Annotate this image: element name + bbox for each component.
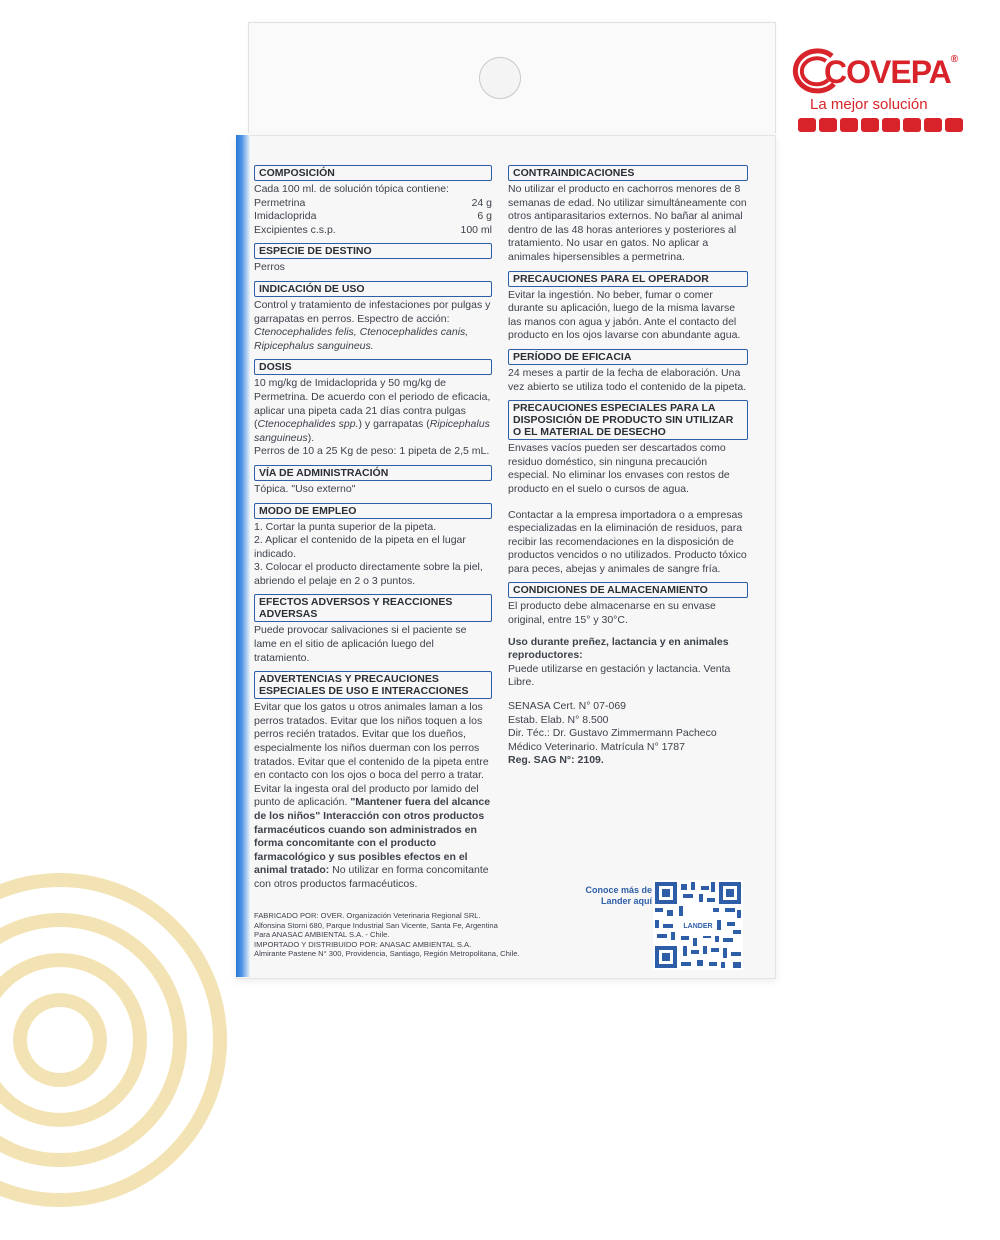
indicacion-text: Control y tratamiento de infestaciones por pulgas y garrapatas en perros. Espectro de acción: Ctenocephalides felis, Ctenocephalides canis, Ripicephalus sanguineus. [254, 298, 491, 352]
section-modo [254, 503, 492, 589]
modo-step: 2. Aplicar el contenido de la pipeta en el lugar indicado. [254, 534, 466, 560]
heading-dosis: DOSIS [254, 359, 492, 375]
almacenamiento-text: El producto debe almacenarse en su envase original, entre 15° y 30°C. [508, 600, 716, 627]
heading-indicacion: INDICACIÓN DE USO [254, 281, 492, 297]
heading-operador: PRECAUCIONES PARA EL OPERADOR [508, 271, 748, 287]
composicion-intro: Cada 100 ml. de solución tópica contiene: [254, 183, 449, 195]
heading-composicion: COMPOSICIÓN [254, 165, 492, 181]
sheep-icon [861, 118, 879, 132]
footer-line: Almirante Pastene N° 300, Providencia, Santiago, Región Metropolitana, Chile. [254, 949, 520, 959]
left-column [254, 165, 492, 898]
section-uso-prenez [508, 636, 748, 690]
section-contraindicaciones [508, 165, 748, 265]
cattle-icon [819, 118, 837, 132]
uso-prenez-text: Puede utilizarse en gestación y lactancia. Venta Libre. [508, 662, 731, 689]
chicken-icon [903, 118, 921, 132]
section-especie [254, 243, 492, 275]
registro-line: Estab. Elab. N° 8.500 [508, 713, 609, 726]
registro-line: Médico Veterinario. Matrícula N° 1787 [508, 740, 685, 753]
section-composicion [254, 165, 492, 237]
registro-line: Dir. Téc.: Dr. Gustavo Zimmermann Pacheco [508, 727, 717, 740]
hang-hole [479, 57, 521, 99]
brand-name: COVEPA® [824, 54, 958, 90]
section-via [254, 465, 492, 497]
registro-line: SENASA Cert. N° 07-069 [508, 700, 627, 713]
eficacia-text: 24 meses a partir de la fecha de elaboración. Una vez abierto se utiliza todo el contenido de la pipeta. [508, 366, 747, 393]
truck-icon [840, 118, 858, 132]
composicion-row: Imidacloprida 6 g [254, 210, 492, 223]
heading-contraindicaciones: CONTRAINDICACIONES [508, 165, 748, 181]
wheat-icon [882, 118, 900, 132]
footer-line: IMPORTADO Y DISTRIBUIDO POR: ANASAC AMBIENTAL S.A. [254, 939, 472, 949]
heading-disposicion: PRECAUCIONES ESPECIALES PARA LA DISPOSICIÓN DE PRODUCTO SIN UTILIZAR O EL MATERIAL DE DESECHO [508, 400, 748, 440]
heading-via: VÍA DE ADMINISTRACIÓN [254, 465, 492, 481]
qr-code[interactable] [653, 880, 743, 970]
animal-icons [798, 118, 963, 132]
fish-icon [945, 118, 963, 132]
heading-advertencias: ADVERTENCIAS Y PRECAUCIONES ESPECIALES DE USO E INTERACCIONES [254, 671, 492, 699]
composicion-row: Excipientes c.s.p. 100 ml [254, 223, 492, 236]
footer-line: Alfonsina Storni 680, Parque Industrial San Vicente, Santa Fe, Argentina [254, 920, 498, 930]
qr-caption: LANDER [683, 923, 713, 930]
efectos-text: Puede provocar salivaciones si el paciente se lame en el sitio de aplicación luego del tratamiento. [254, 624, 467, 664]
section-dosis [254, 359, 492, 459]
brand-tagline: La mejor solución [810, 96, 928, 113]
operador-text: Evitar la ingestión. No beber, fumar o comer durante su aplicación, luego de la misma lavarse las manos con agua y jabón. Ante el contacto del producto en los ojos lavarse con abundante agua. [508, 288, 741, 342]
section-indicacion [254, 281, 492, 353]
especie-text: Perros [254, 261, 285, 274]
heading-efectos: EFECTOS ADVERSOS Y REACCIONES ADVERSAS [254, 594, 492, 622]
right-column [508, 165, 748, 774]
heading-almacenamiento: CONDICIONES DE ALMACENAMIENTO [508, 582, 748, 598]
dosis-weight: Perros de 10 a 25 Kg de peso: 1 pipeta de 2,5 mL. [254, 445, 490, 458]
qr-label: Conoce más de Lander aquí [585, 885, 652, 906]
dog-icon [924, 118, 942, 132]
heading-especie: ESPECIE DE DESTINO [254, 243, 492, 259]
modo-step: 1. Cortar la punta superior de la pipeta. [254, 520, 437, 533]
registro-sag: Reg. SAG N°: 2109. [508, 754, 604, 767]
via-text: Tópica. "Uso externo" [254, 482, 356, 495]
uso-prenez-heading: Uso durante preñez, lactancia y en animales reproductores: [508, 635, 729, 662]
heading-eficacia: PERÍODO DE EFICACIA [508, 349, 748, 365]
section-registro [508, 700, 748, 768]
section-disposicion [508, 400, 748, 576]
section-efectos [254, 594, 492, 665]
footer-line: Para ANASAC AMBIENTAL S.A. - Chile. [254, 930, 390, 940]
section-eficacia [508, 349, 748, 394]
section-almacenamiento [508, 582, 748, 627]
dosis-text: 10 mg/kg de Imidacloprida y 50 mg/kg de Permetrina. De acuerdo con el periodo de eficacia, aplicar una pipeta cada 21 días contra pulgas (Ctenocephalides spp.) y garrapatas (Ripicephalus sanguineus). [254, 377, 491, 444]
covepa-logo [788, 46, 968, 146]
section-advertencias [254, 671, 492, 891]
pig-icon [798, 118, 816, 132]
box-hang-tab [248, 22, 776, 133]
disposicion-text-1: Envases vacíos pueden ser descartados como residuo doméstico, sin ninguna precaución especial. No eliminar los envases con restos de producto en el suelo o cursos de agua. [508, 442, 730, 495]
modo-step: 3. Colocar el producto directamente sobre la piel, abriendo el pelaje en 2 o 3 puntos. [254, 561, 483, 587]
footer-line: FABRICADO POR: OVER. Organización Veterinaria Regional SRL. [254, 911, 481, 920]
advertencias-text: Evitar que los gatos u otros animales laman a los perros tratados. Evitar que los niños toquen a los perros recién tratados. Evitar que los dueños, especialmente los niños duerman con los perros tratados. Evitar que el contenido de la pipeta entre en contacto con los ojos o boca del perro a tratar. Evitar la ingesta oral del producto por lamido del punto de aplicación. "Mantener fuera del alcance de los niños" Interacción con otros productos farmacéuticos cuando son administrados en forma concomitante con el producto farmacológico y sus posibles efectos en el animal tratado: No utilizar en forma concomitante con otros productos farmacéuticos. [254, 701, 491, 890]
box-side-edge [236, 135, 250, 977]
composicion-row: Permetrina 24 g [254, 196, 492, 209]
contraindicaciones-text: No utilizar el producto en cachorros menores de 8 semanas de edad. No utilizar simultáneamente con otros antiparasitarios externos. No bañar al animal dentro de las 48 horas anteriores y posteriores al tratamiento. No usar en gatos. No aplicar a animales hipersensibles a permetrina. [508, 183, 747, 263]
heading-modo: MODO DE EMPLEO [254, 503, 492, 519]
manufacturer-footer [254, 911, 614, 959]
disposicion-text-2: Contactar a la empresa importadora o a empresas especializadas en la eliminación de residuos, para recibir las recomendaciones en la disposición de productos vencidos o no utilizados. Producto tóxico para peces, abejas y animales de sangre fría. [508, 508, 747, 575]
section-operador [508, 271, 748, 343]
decorative-arcs [0, 840, 260, 1240]
